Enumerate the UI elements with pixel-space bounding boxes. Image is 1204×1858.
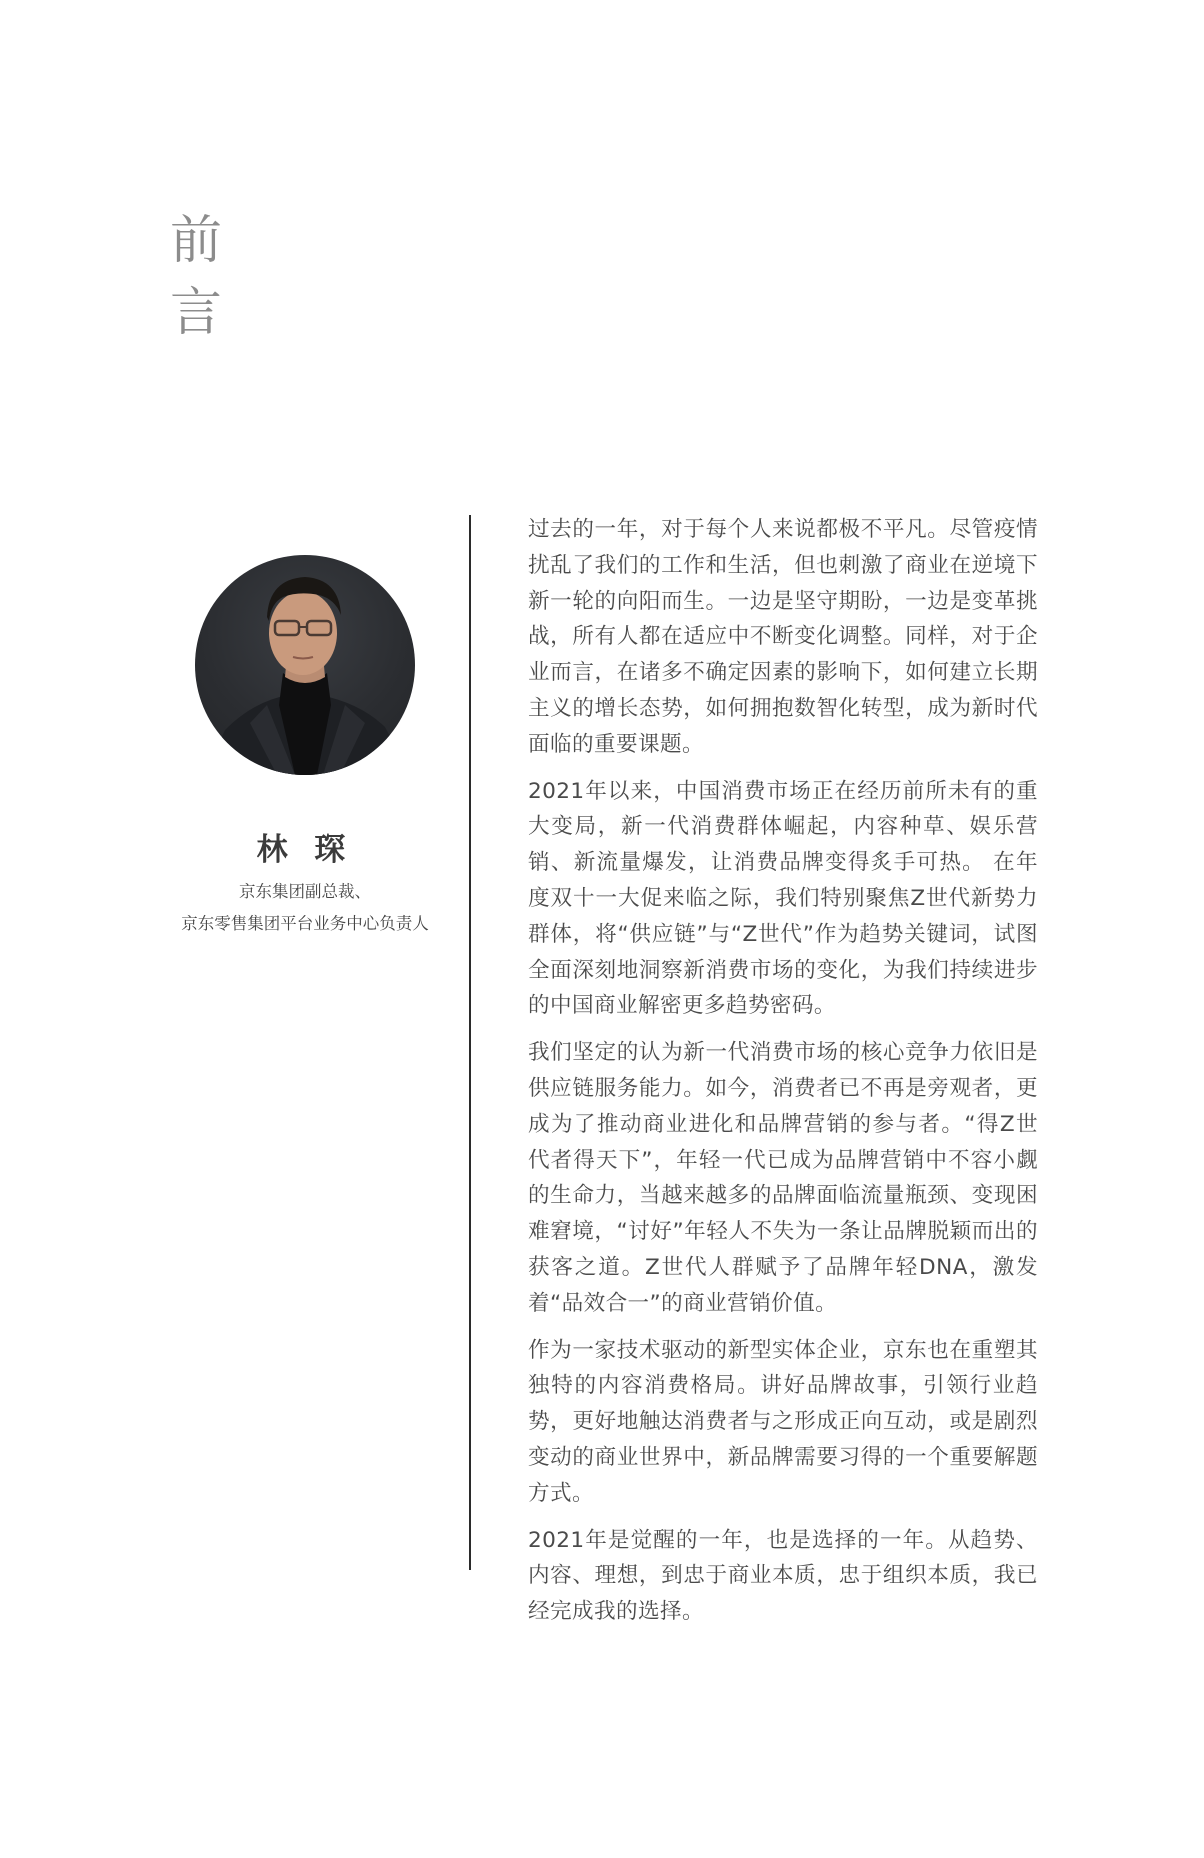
paragraph-1: 过去的一年，对于每个人来说都极不平凡。尽管疫情扰乱了我们的工作和生活，但也刺激了商业在逆境下新一轮的向阳而生。一边是坚守期盼，一边是变革挑战，所有人都在适应中不断变化调整。同样，对于企业而言，在诸多不确定因素的影响下，如何建立长期主义的增长态势，如何拥抱数智化转型，成为新时代面临的重要课题。 [528, 517, 1038, 757]
avatar [195, 555, 415, 775]
preface-body [528, 512, 1038, 1641]
heading-char-1: 前 [169, 211, 222, 271]
page-heading [168, 205, 224, 349]
vertical-divider [469, 515, 471, 1570]
author-name: 林 琛 [256, 832, 354, 868]
paragraph-3: 我们坚定的认为新一代消费市场的核心竞争力依旧是供应链服务能力。如今，消费者已不再是旁观者，更成为了推动商业进化和品牌营销的参与者。“得Z世代者得天下”，年轻一代已成为品牌营销中不容小觑的生命力，当越来越多的品牌面临流量瓶颈、变现困难窘境，“讨好”年轻人不失为一条让品牌脱颖而出的获客之道。Z世代人群赋予了品牌年轻DNA，激发着“品效合一”的商业营销价值。 [528, 1040, 1038, 1316]
paragraph-4: 作为一家技术驱动的新型实体企业，京东也在重塑其独特的内容消费格局。讲好品牌故事，引领行业趋势，更好地触达消费者与之形成正向互动，或是剧烈变动的商业世界中，新品牌需要习得的一个重要解题方式。 [528, 1337, 1038, 1506]
portrait-photo-icon [195, 555, 415, 775]
author-title-2: 京东零售集团平台业务中心负责人 [181, 914, 429, 933]
heading-char-2: 言 [169, 283, 222, 343]
paragraph-5: 2021年是觉醒的一年，也是选择的一年。从趋势、内容、理想，到忠于商业本质，忠于组织本质，我已经完成我的选择。 [528, 1527, 1038, 1625]
paragraph-2: 2021年以来，中国消费市场正在经历前所未有的重大变局，新一代消费群体崛起，内容种草、娱乐营销、新流量爆发，让消费品牌变得炙手可热。 在年度双十一大促来临之际，我们特别聚焦Z世代新势力群体，将“供应链”与“Z世代”作为趋势关键词，试图全面深刻地洞察新消费市场的变化，为我们持续进步的中国商业解密更多趋势密码。 [528, 778, 1038, 1019]
author-title-1: 京东集团副总裁、 [239, 882, 371, 901]
author-profile [160, 555, 450, 940]
